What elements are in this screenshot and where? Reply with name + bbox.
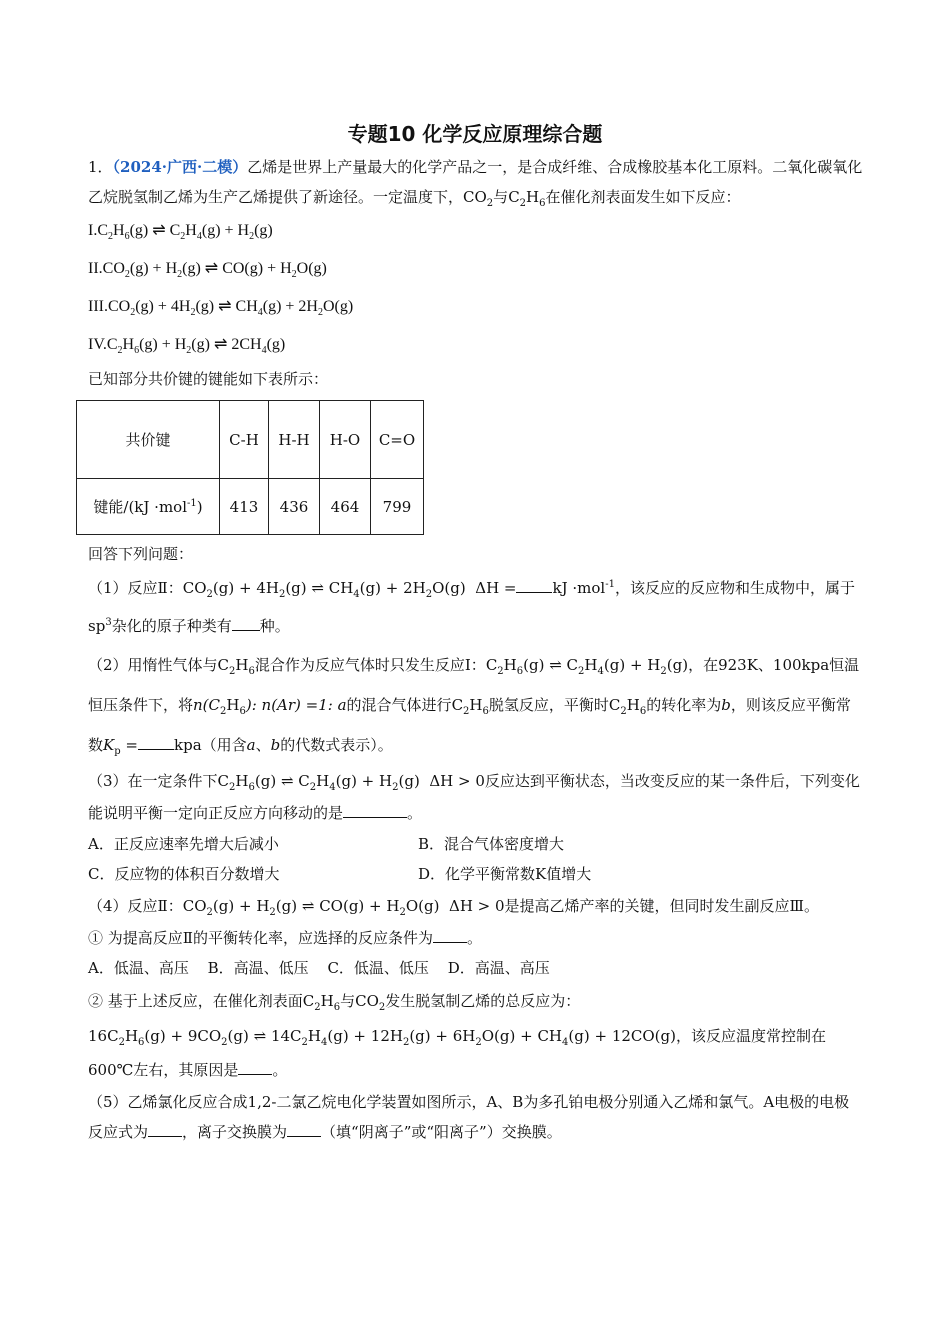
- bond-energy-table: [76, 400, 424, 535]
- answer-blank[interactable]: [516, 578, 552, 593]
- answer-blank[interactable]: [433, 928, 467, 943]
- option-d[interactable]: D．化学平衡常数K值增大: [418, 865, 592, 883]
- part-2: （2）用惰性气体与$C_2H_6$混合作为反应气体时只发生反应Ⅰ：$C_2H_6(g)$ ⇌ $C_2H_4(g) + H_2(g)$，在923K、100kpa恒温恒压条件下，将$n(C_2H_6)$: n(Ar) =1: a的混合气体进行$C_2H_6$脱氢反应，平衡时$C_2H_6$的转化率为b，则该反应平衡常数$K_p = kpa$（用含a、b的代数式表示）。: [88, 656, 860, 757]
- question-source: （2024·广西·二模）: [112, 158, 248, 176]
- part-3-options-row-2: [88, 859, 864, 889]
- option-b[interactable]: B．混合气体密度增大: [418, 835, 565, 853]
- answer-blank[interactable]: [138, 735, 174, 750]
- answer-blank[interactable]: [238, 1060, 272, 1075]
- reaction-4: $IV.C_2H_6(g) + H_2(g)$ ⇌ $2CH_4(g)$: [88, 336, 286, 357]
- answer-blank[interactable]: [343, 803, 407, 818]
- answer-blank[interactable]: [287, 1122, 321, 1137]
- option-c[interactable]: C．反应物的体积百分数增大: [88, 865, 280, 883]
- reaction-3: $III.CO_2(g) + 4H_2(g)$ ⇌ $CH_4(g) + 2H_2O(g)$: [88, 298, 354, 319]
- table-header-bond: 共价键: [77, 401, 220, 479]
- part-3: （3）在一定条件下$C_2H_6(g)$ ⇌ $C_2H_4(g) + H_2(g) \Delta H > 0$反应达到平衡状态，当改变反应的某一条件后，下列变化能说明平衡一定向正反应方向移动的是 。: [88, 772, 860, 822]
- table-cell: 464: [320, 479, 371, 535]
- part-4-options: [88, 953, 864, 983]
- part-4-sub-2: ② 基于上述反应，在催化剂表面$C_2H_6$与$CO_2$发生脱氢制乙烯的总反应为：: [88, 992, 581, 1013]
- option-d[interactable]: D．高温、高压: [447, 959, 550, 977]
- option-c[interactable]: C．低温、低压: [327, 959, 429, 977]
- table-header-hh: H-H: [269, 401, 320, 479]
- part-5: （5）乙烯氯化反应合成1,2-二氯乙烷电化学装置如图所示，A、B为多孔铂电极分别通入乙烯和氯气。A电极的电极反应式为 ，离子交换膜为 （填“阴离子”或“阳离子”）交换膜。: [88, 1093, 850, 1141]
- option-a[interactable]: A．低温、高压: [88, 959, 189, 977]
- question-intro: 1．（2024·广西·二模）乙烯是世界上产量最大的化学产品之一，是合成纤维、合成橡胶基本化工原料。二氧化碳氧化乙烷脱氢制乙烯为生产乙烯提供了新途径。一定温度下，$CO_2$与$C_2H_6$在催化剂表面发生如下反应：: [88, 158, 863, 209]
- answer-blank[interactable]: [148, 1122, 182, 1137]
- option-b[interactable]: B．高温、低压: [207, 959, 309, 977]
- table-header-ch: C-H: [220, 401, 269, 479]
- option-a[interactable]: A．正反应速率先增大后减小: [88, 835, 279, 853]
- reaction-1: $I.C_2H_6(g)$ ⇌ $C_2H_4(g) + H_2(g)$: [88, 222, 273, 243]
- table-header-ho: H-O: [320, 401, 371, 479]
- part-4: （4）反应Ⅱ：$CO_2(g) + H_2(g)$ ⇌ $CO(g) + H_2O(g) \Delta H > 0$是提高乙烯产率的关键，但同时发生副反应Ⅲ。: [88, 897, 820, 918]
- question-1: [88, 152, 864, 1147]
- table-intro: 已知部分共价键的键能如下表所示：: [88, 370, 329, 388]
- part-4-sub-1: ① 为提高反应Ⅱ的平衡转化率，应选择的反应条件为 。: [88, 929, 482, 947]
- part-3-options-row-1: [88, 829, 864, 859]
- page-title: 专题10 化学反应原理综合题: [347, 122, 603, 146]
- table-header-co: C=O: [371, 401, 424, 479]
- overall-reaction: $16C_2H_6(g) + 9CO_2(g)$ ⇌ $14C_2H_4(g) + 12H_2(g) + 6H_2O(g) + CH_4(g) + 12CO(g)$，该反应温度常控制在600℃左右，其原因是 。: [88, 1027, 826, 1079]
- table-cell: 413: [220, 479, 269, 535]
- table-cell: 436: [269, 479, 320, 535]
- table-row-energy-label: 键能/(kJ ·mol$^{-1}$): [77, 479, 220, 535]
- answer-blank[interactable]: [232, 616, 260, 631]
- table-cell: 799: [371, 479, 424, 535]
- reaction-2: $II.CO_2(g) + H_2(g)$ ⇌ $CO(g) + H_2O(g)$: [88, 260, 327, 281]
- answer-intro: 回答下列问题：: [88, 545, 194, 563]
- part-1: （1）反应Ⅱ：$CO_2(g) + 4H_2(g)$ ⇌ $CH_4(g) + 2H_2O(g) \Delta H$ = kJ ·mol$^{-1}$，该反应的反应物和生成物中，属于$sp^3$杂化的原子种类有 种。: [88, 579, 855, 635]
